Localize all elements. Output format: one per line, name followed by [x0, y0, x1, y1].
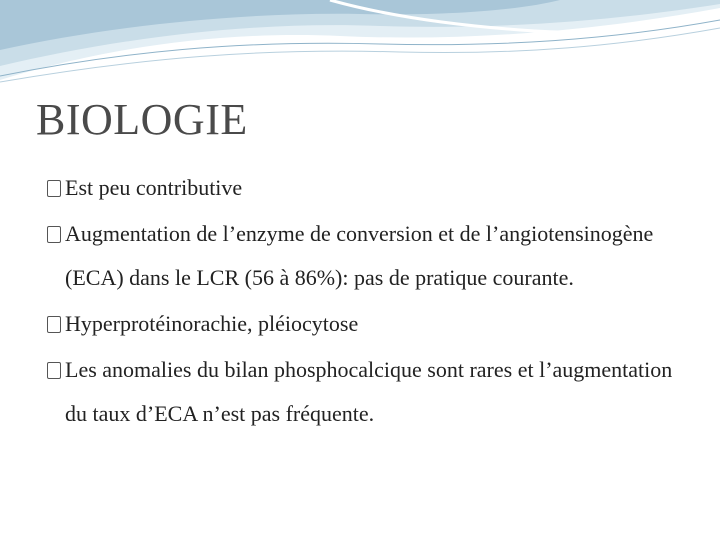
- list-item: [47, 348, 697, 436]
- bullet-text: Les anomalies du bilan phosphocalcique sont rares et l’augmentation du taux d’ECA n’est pas fréquente.: [65, 357, 673, 426]
- missing-glyph-box-icon: [47, 362, 61, 379]
- missing-glyph-box-icon: [47, 316, 61, 333]
- list-item: [47, 302, 697, 346]
- bullet-text: Augmentation de l’enzyme de conversion et de l’angiotensinogène (ECA) dans le LCR (56 à 86%): pas de pratique courante.: [65, 221, 654, 290]
- list-item: [47, 166, 697, 210]
- missing-glyph-box-icon: [47, 226, 61, 243]
- list-item: [47, 212, 697, 300]
- slide-title: BIOLOGIE: [36, 95, 248, 144]
- bullet-text: Est peu contributive: [65, 175, 243, 200]
- bullet-text: Hyperprotéinorachie, pléiocytose: [65, 311, 359, 336]
- bullet-list: [47, 166, 697, 438]
- wave-decoration: [0, 0, 720, 90]
- missing-glyph-box-icon: [47, 180, 61, 197]
